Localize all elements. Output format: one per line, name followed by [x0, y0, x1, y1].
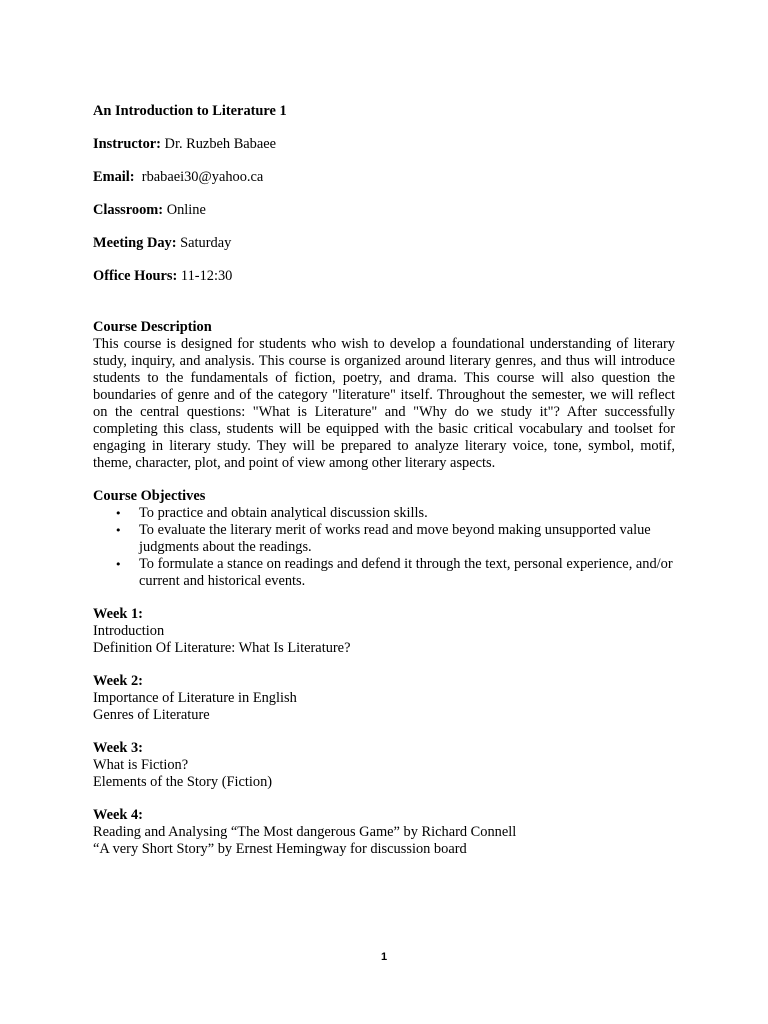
- course-description-heading: Course Description: [93, 319, 212, 335]
- course-info: [93, 136, 675, 285]
- week-topic: Definition Of Literature: What Is Literature?: [93, 640, 351, 656]
- objective-item: [93, 556, 675, 590]
- week-topic: Genres of Literature: [93, 707, 210, 723]
- meeting-day-value: Saturday: [176, 235, 232, 251]
- week-1: [93, 606, 675, 657]
- instructor-value: Dr. Ruzbeh Babaee: [160, 136, 277, 152]
- classroom-label: Classroom:: [93, 202, 164, 218]
- course-objectives-heading: Course Objectives: [93, 488, 206, 504]
- week-topic: Elements of the Story (Fiction): [93, 774, 273, 790]
- bullet-icon: •: [115, 507, 122, 520]
- weekly-schedule: [93, 606, 675, 858]
- week-topic: Introduction: [93, 623, 165, 639]
- office-hours-row: [93, 268, 675, 285]
- week-topic: “A very Short Story” by Ernest Hemingway for discussion board: [93, 841, 467, 857]
- objective-item: [93, 505, 675, 522]
- objective-text: To formulate a stance on readings and defend it through the text, personal experience, and/or current and historical events.: [139, 556, 673, 589]
- week-2: [93, 673, 675, 724]
- course-objectives-section: [93, 488, 675, 590]
- course-description-section: [93, 319, 675, 472]
- email-label: Email:: [93, 169, 135, 185]
- week-title: Week 4:: [93, 807, 143, 823]
- instructor-row: [93, 136, 675, 153]
- meeting-day-row: [93, 235, 675, 252]
- classroom-row: [93, 202, 675, 219]
- bullet-icon: •: [115, 524, 122, 537]
- week-topic: What is Fiction?: [93, 757, 189, 773]
- page-number: 1: [380, 951, 388, 963]
- week-topic: Reading and Analysing “The Most dangerous Game” by Richard Connell: [93, 824, 517, 840]
- objective-text: To evaluate the literary merit of works read and move beyond making unsupported value judgments about the readings.: [139, 522, 651, 555]
- week-3: [93, 740, 675, 791]
- week-title: Week 3:: [93, 740, 143, 756]
- objectives-list: [93, 505, 675, 590]
- objective-text: To practice and obtain analytical discussion skills.: [139, 505, 428, 521]
- course-title: An Introduction to Literature 1: [93, 103, 287, 119]
- week-title: Week 1:: [93, 606, 143, 622]
- course-description-text: This course is designed for students who wish to develop a foundational understanding of literary study, inquiry, and analysis. This course is organized around literary genres, and thus will introduce students to the fundamentals of fiction, poetry, and drama. This course will also question the boundaries of genre and of the category "literature" itself. Throughout the semester, we will reflect on the central questions: "What is Literature" and "Why do we study it"? After successfully completing this class, students will be equipped with the basic critical vocabulary and toolset for engaging in literary study. They will be prepared to analyze literary voice, tone, symbol, motif, theme, character, plot, and point of view among other literary aspects.: [93, 336, 675, 471]
- bullet-icon: •: [115, 558, 122, 571]
- email-row: [93, 169, 675, 186]
- objective-item: [93, 522, 675, 556]
- syllabus-page: [93, 103, 675, 874]
- meeting-day-label: Meeting Day:: [93, 235, 177, 251]
- week-4: [93, 807, 675, 858]
- office-hours-label: Office Hours:: [93, 268, 178, 284]
- week-topic: Importance of Literature in English: [93, 690, 297, 706]
- classroom-value: Online: [163, 202, 206, 218]
- email-value: rbabaei30@yahoo.ca: [134, 169, 264, 185]
- instructor-label: Instructor:: [93, 136, 161, 152]
- week-title: Week 2:: [93, 673, 143, 689]
- office-hours-value: 11-12:30: [177, 268, 233, 284]
